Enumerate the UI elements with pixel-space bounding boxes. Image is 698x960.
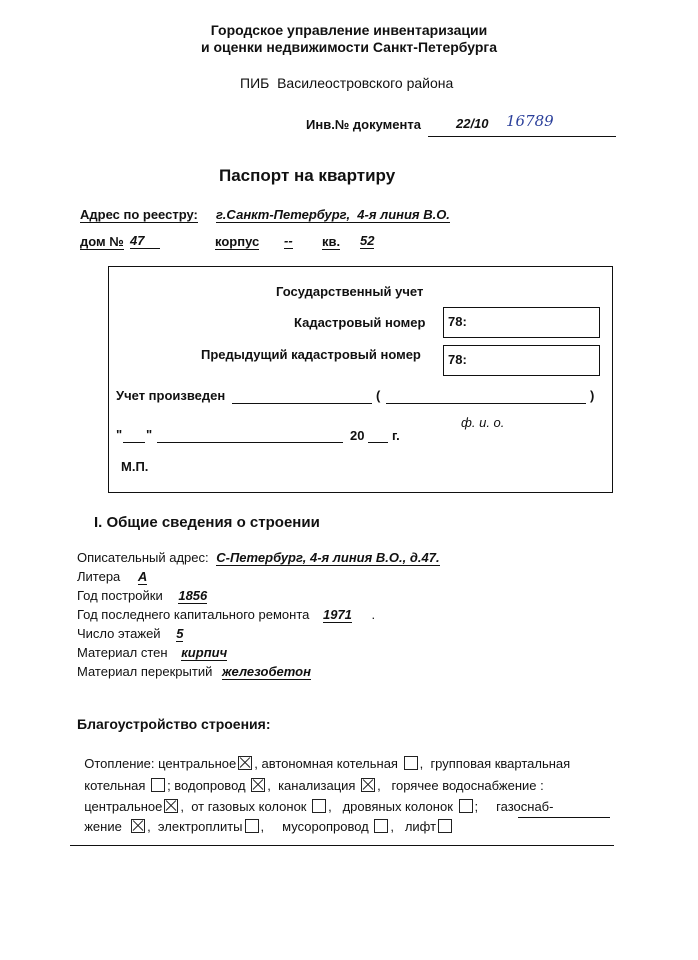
fio-caption: ф. и. о. [461, 415, 505, 430]
amenity-hot-water-label: , горячее водоснабжение : [377, 778, 544, 793]
walls-value: кирпич [181, 645, 228, 660]
amenity-autonomous-label: , автономная котельная [254, 756, 398, 771]
walls-row [77, 643, 440, 662]
inv-doc-value: 22/10 [456, 116, 489, 131]
repair-year-dot: . [371, 607, 376, 622]
amenities-title: Благоустройство строения: [77, 716, 271, 732]
date-month-line[interactable] [157, 442, 343, 443]
accounted-label: Учет произведен [116, 388, 226, 403]
year-prefix: 20 [350, 428, 365, 443]
elevator-checkbox[interactable] [438, 819, 452, 833]
dom-value: 47 [130, 233, 160, 249]
amenities-extra-line[interactable] [518, 817, 610, 818]
korpus-value: -- [284, 233, 293, 248]
amenity-water-label: ; водопровод [167, 778, 246, 793]
amenity-electric-label: , электроплиты [147, 819, 243, 834]
amenities-line4 [77, 804, 617, 834]
fio-line[interactable] [386, 403, 586, 404]
litera-value: А [137, 569, 148, 584]
built-year-label: Год постройки [77, 588, 163, 603]
amenity-boiler-label: котельная [84, 778, 146, 793]
walls-label: Материал стен [77, 645, 168, 660]
prev-cadastral-field[interactable]: 78: [443, 345, 600, 376]
repair-year-label: Год последнего капитального ремонта [77, 607, 310, 622]
amenity-garbage-label: , мусоропровод [260, 819, 369, 834]
ceiling-row [77, 662, 440, 681]
cadastral-field[interactable]: 78: [443, 307, 600, 338]
prev-cadastral-label: Предыдущий кадастровый номер [201, 347, 421, 362]
org-name-line2: и оценки недвижимости Санкт-Петербурга [200, 39, 498, 55]
kv-value: 52 [360, 233, 375, 248]
org-name-line1: Городское управление инвентаризации [210, 22, 488, 38]
amenity-wood-columns-label: , дровяных колонок [328, 799, 453, 814]
litera-row [77, 567, 440, 586]
descr-address-label: Описательный адрес: [77, 550, 209, 565]
floors-label: Число этажей [77, 626, 161, 641]
state-registration-box [108, 266, 613, 493]
address-value: г.Санкт-Петербург, 4-я линия В.О. [216, 207, 450, 222]
address-label: Адрес по реестру: [80, 207, 198, 222]
inv-doc-label: Инв.№ документа [306, 117, 421, 132]
repair-year-value: 1971 [322, 607, 352, 622]
amenity-sewer-label: , канализация [267, 778, 356, 793]
amenity-gas-columns-label: , от газовых колонок [180, 799, 307, 814]
built-year-row [77, 586, 440, 605]
open-paren: ( [376, 388, 381, 403]
descr-address-row [77, 548, 440, 567]
office-name: ПИБ Василеостровского района [240, 75, 454, 91]
amenity-gas-label: ; газоснаб- [474, 799, 554, 814]
dom-label: дом № [80, 234, 124, 249]
garbage-chute-checkbox[interactable] [374, 819, 388, 833]
state-box-heading: Государственный учет [276, 284, 424, 299]
floors-row [77, 624, 440, 643]
date-day-line[interactable] [123, 442, 145, 443]
descr-address-value: С-Петербург, 4-я линия В.О., д.47. [216, 550, 440, 565]
electric-stoves-checkbox[interactable] [245, 819, 259, 833]
repair-year-row [77, 605, 440, 624]
amenity-group-label: , групповая квартальная [419, 756, 571, 771]
general-info-block [77, 548, 440, 681]
korpus-label: корпус [215, 234, 260, 249]
built-year-value: 1856 [178, 588, 208, 603]
accounted-signature-line[interactable] [232, 403, 372, 404]
amenity-elevator-label: , лифт [390, 819, 437, 834]
section1-title: I. Общие сведения о строении [94, 514, 320, 531]
amenity-gas-suffix-label: жение [84, 819, 122, 834]
amenity-hot-central-label: центральное [84, 799, 163, 814]
date-quote-close: " [146, 427, 153, 442]
ceiling-value: железобетон [221, 664, 311, 679]
floors-value: 5 [176, 626, 184, 641]
inv-doc-handwritten: 16789 [506, 112, 554, 130]
date-quote-open: " [116, 427, 123, 442]
stamp-label: М.П. [121, 459, 149, 474]
page-title: Паспорт на квартиру [219, 166, 396, 185]
bottom-rule [70, 845, 614, 846]
amenity-central-heating-label: Отопление: центральное [84, 756, 237, 771]
inv-doc-underline [428, 136, 616, 137]
year-line[interactable] [368, 442, 388, 443]
gas-checkbox[interactable] [131, 819, 145, 833]
cadastral-label: Кадастровый номер [294, 315, 426, 330]
ceiling-label: Материал перекрытий [77, 664, 213, 679]
litera-label: Литера [77, 569, 121, 584]
year-suffix: г. [392, 428, 400, 443]
kv-label: кв. [322, 234, 341, 249]
close-paren: ) [590, 388, 595, 403]
